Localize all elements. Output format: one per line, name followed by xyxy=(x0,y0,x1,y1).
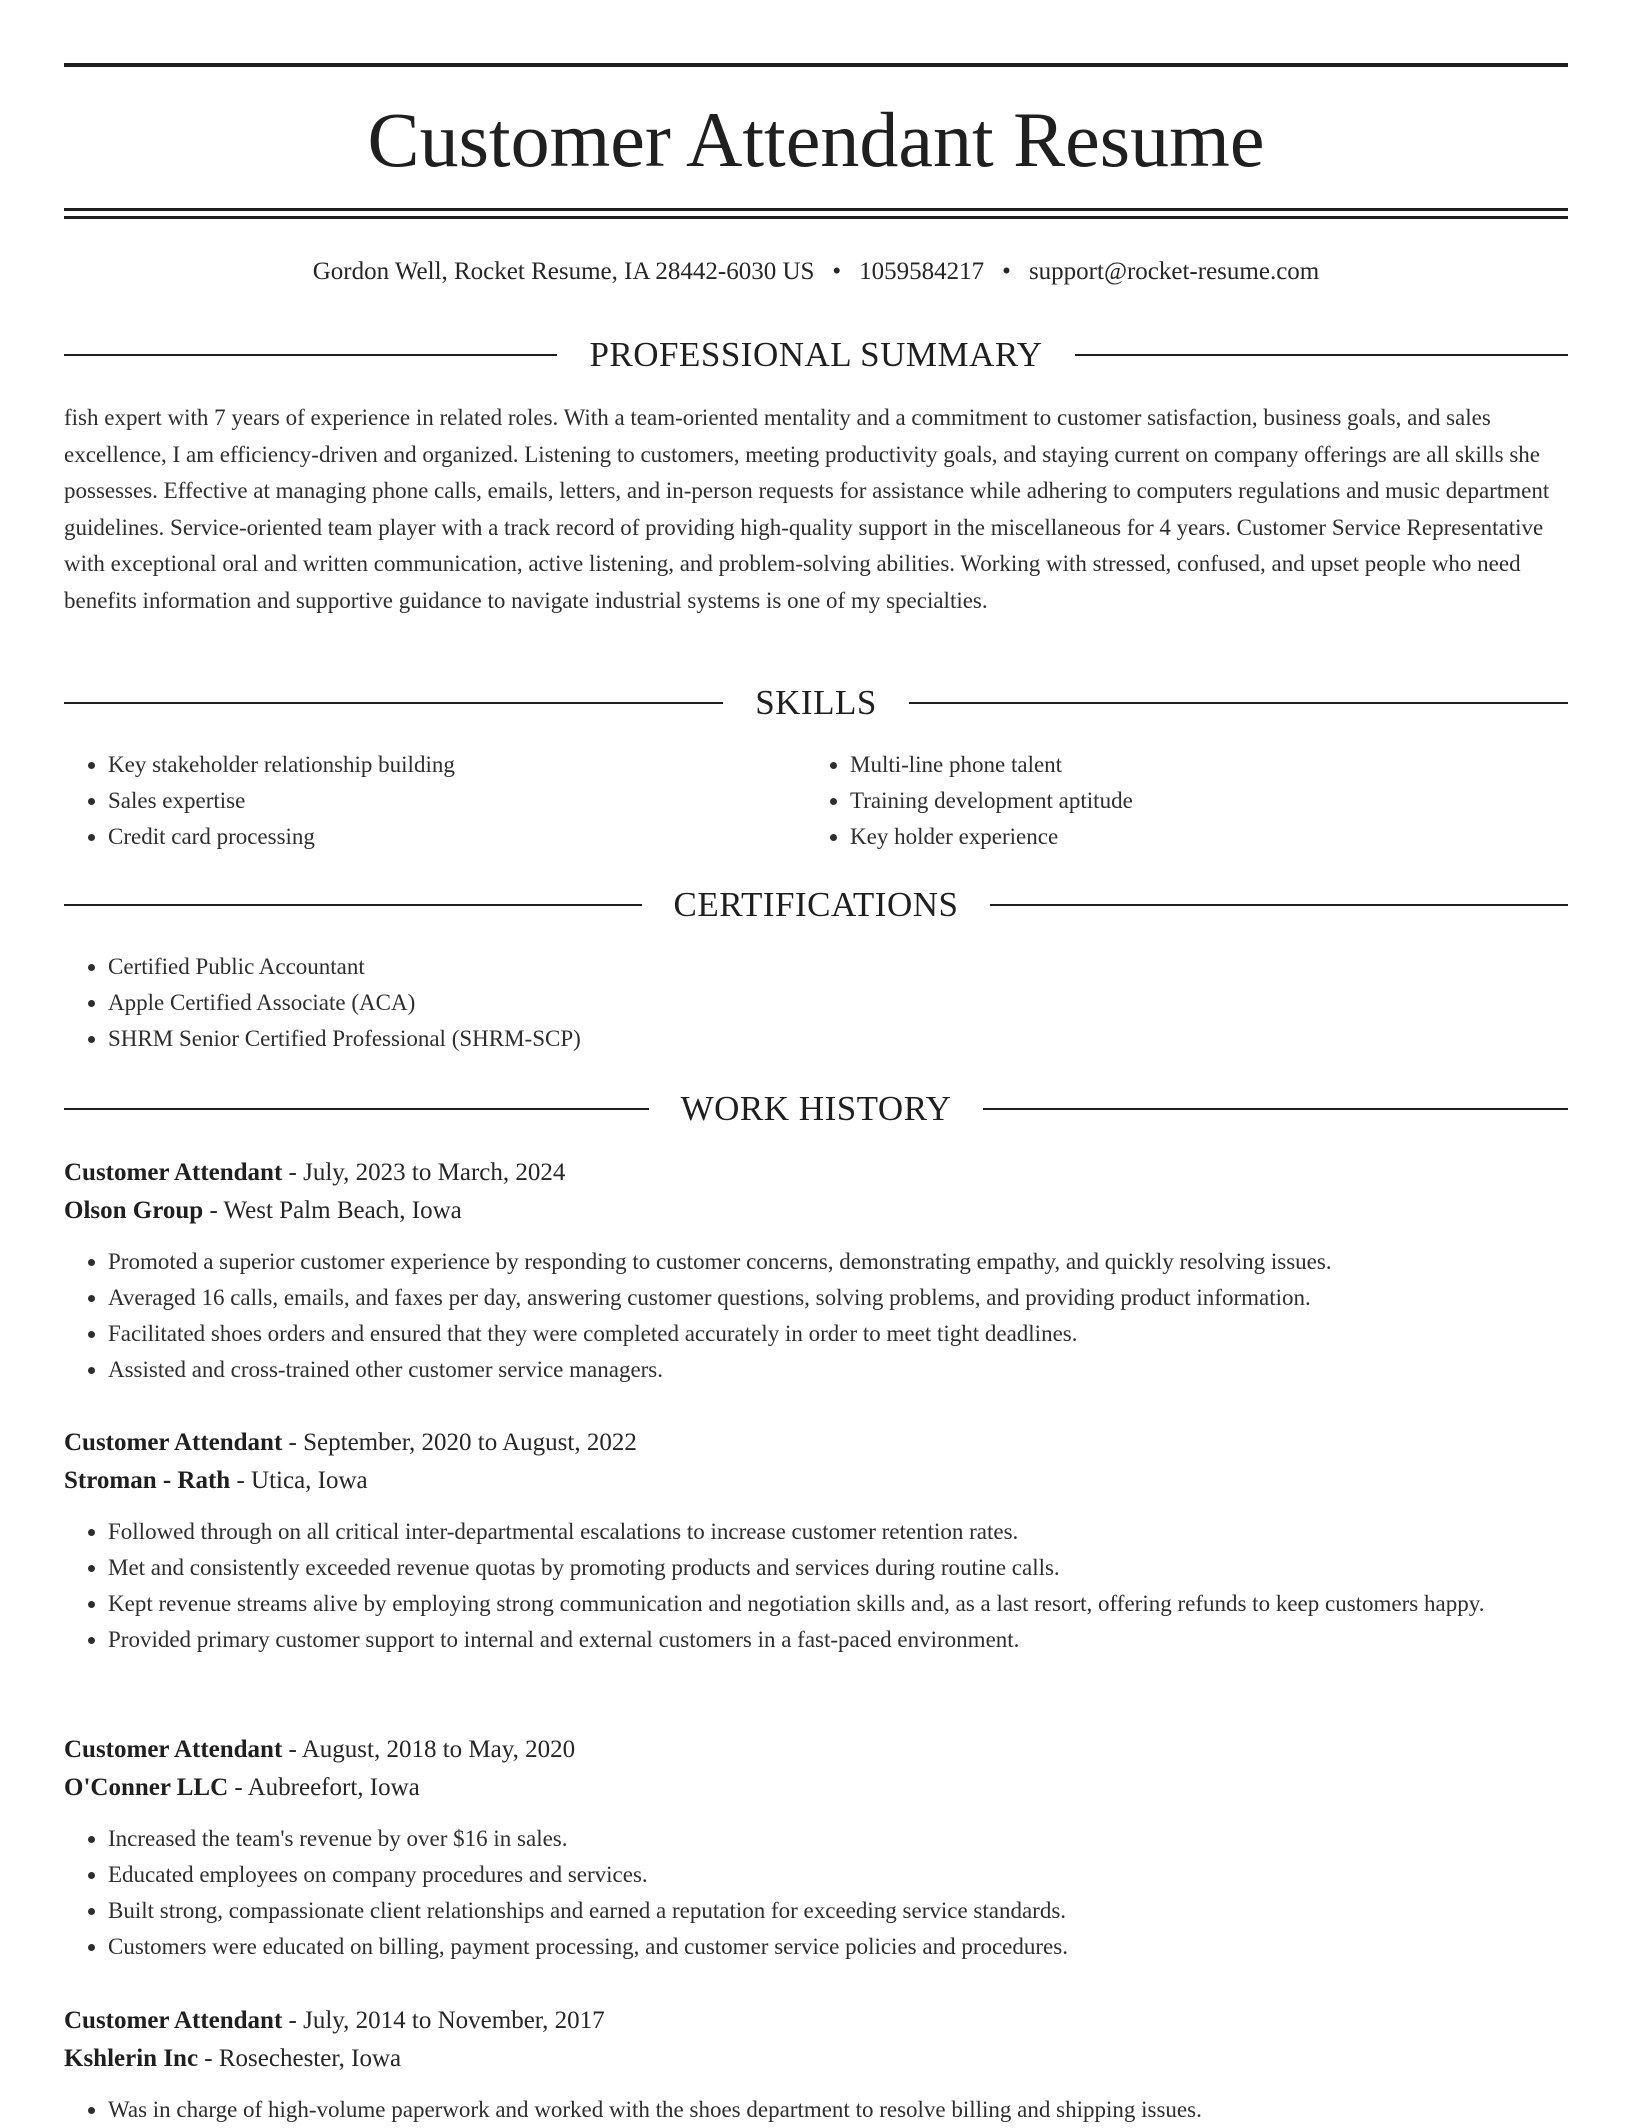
job-company: O'Conner LLC xyxy=(64,1774,229,1801)
job-location: - West Palm Beach, Iowa xyxy=(203,1197,462,1224)
section-title: SKILLS xyxy=(755,683,877,722)
job-dates: - September, 2020 to August, 2022 xyxy=(282,1429,637,1456)
job-bullet: • Assisted and cross-trained other customer service managers. xyxy=(108,1352,1568,1388)
heading-rule xyxy=(1075,354,1568,356)
job-bullet: • Averaged 16 calls, emails, and faxes per day, answering customer questions, solving problems, and providing product information. xyxy=(108,1280,1568,1316)
job-dates: - July, 2023 to March, 2024 xyxy=(282,1159,566,1186)
certification-item: • SHRM Senior Certified Professional (SHRM-SCP) xyxy=(108,1021,1568,1057)
job-role-line xyxy=(64,1154,1568,1192)
resume-title: Customer Attendant Resume xyxy=(367,96,1265,183)
job-bullet: • Educated employees on company procedures and services. xyxy=(108,1857,1568,1893)
contact-phone: 1059584217 xyxy=(859,258,985,285)
section-heading-certifications xyxy=(64,883,1568,927)
job-company-line xyxy=(64,1769,1568,1807)
job-entry xyxy=(64,2002,1568,2128)
job-role: Customer Attendant xyxy=(64,1159,283,1186)
certification-item: • Certified Public Accountant xyxy=(108,949,1568,985)
skill-item: • Sales expertise xyxy=(108,783,804,819)
title-double-rule xyxy=(64,208,1568,219)
job-bullet: • Kept revenue streams alive by employing strong communication and negotiation skills and, as a last resort, offering refunds to keep customers happy. xyxy=(108,1586,1568,1622)
section-heading-summary xyxy=(64,333,1568,377)
job-bullet: • Built strong, compassionate client relationships and earned a reputation for exceeding service standards. xyxy=(108,1893,1568,1929)
job-entry xyxy=(64,1154,1568,1388)
job-location: - Utica, Iowa xyxy=(230,1467,368,1494)
job-company: Olson Group xyxy=(64,1197,204,1224)
job-bullet: • Followed through on all critical inter-departmental escalations to increase customer retention rates. xyxy=(108,1514,1568,1550)
section-title: PROFESSIONAL SUMMARY xyxy=(589,335,1043,374)
job-role: Customer Attendant xyxy=(64,1736,283,1763)
summary-text: fish expert with 7 years of experience in related roles. With a team-oriented mentality and a commitment to customer satisfaction, business goals, and sales excellence, I am efficiency-driven and organized. Listening to customers, meeting productivity goals, and staying current on company offerings are all skills she possesses. Effective at managing phone calls, emails, letters, and in-person requests for assistance while adhering to computers regulations and music department guidelines. Service-oriented team player with a track record of providing high-quality support in the miscellaneous for 4 years. Customer Service Representative with exceptional oral and written communication, active listening, and problem-solving abilities. Working with stressed, confused, and upset people who need benefits information and supportive guidance to navigate industrial systems is one of my specialties. xyxy=(64,405,1550,613)
job-entry xyxy=(64,1731,1568,1965)
job-role-line xyxy=(64,1731,1568,1769)
skill-item: • Credit card processing xyxy=(108,819,804,855)
job-company-line xyxy=(64,1192,1568,1230)
job-dates: - July, 2014 to November, 2017 xyxy=(282,2007,605,2034)
heading-rule xyxy=(990,904,1568,906)
job-bullet: • Increased the team's revenue by over $16 in sales. xyxy=(108,1821,1568,1857)
skills-column-left xyxy=(64,747,804,855)
job-bullet: • Met and consistently exceeded revenue quotas by promoting products and services during routine calls. xyxy=(108,1550,1568,1586)
skill-item: • Key holder experience xyxy=(850,819,1546,855)
contact-email[interactable]: support@rocket-resume.com xyxy=(1028,258,1320,285)
skill-item: • Training development aptitude xyxy=(850,783,1546,819)
job-entry xyxy=(64,1424,1568,1658)
heading-rule xyxy=(983,1108,1568,1110)
job-bullet: • Was in charge of high-volume paperwork and worked with the shoes department to resolve billing and shipping issues. xyxy=(108,2092,1568,2128)
contact-separator: • xyxy=(1002,258,1011,285)
heading-rule xyxy=(64,354,557,356)
job-dates: - August, 2018 to May, 2020 xyxy=(282,1736,576,1763)
job-company-line xyxy=(64,2040,1568,2078)
contact-line xyxy=(64,254,1568,290)
heading-rule xyxy=(64,904,642,906)
job-bullet: • Facilitated shoes orders and ensured that they were completed accurately in order to meet tight deadlines. xyxy=(108,1316,1568,1352)
section-title: CERTIFICATIONS xyxy=(673,885,959,924)
job-role-line xyxy=(64,1424,1568,1462)
section-title: WORK HISTORY xyxy=(680,1089,952,1128)
job-bullet: • Provided primary customer support to internal and external customers in a fast-paced environment. xyxy=(108,1622,1568,1658)
section-heading-work-history xyxy=(64,1087,1568,1131)
section-heading-skills xyxy=(64,681,1568,725)
heading-rule xyxy=(909,702,1568,704)
skills-column-right xyxy=(806,747,1546,855)
job-location: - Rosechester, Iowa xyxy=(198,2045,402,2072)
skill-item: • Multi-line phone talent xyxy=(850,747,1546,783)
job-company-line xyxy=(64,1462,1568,1500)
job-location: - Aubreefort, Iowa xyxy=(228,1774,420,1801)
certifications-list xyxy=(64,949,1568,1057)
contact-separator: • xyxy=(832,258,842,285)
job-role: Customer Attendant xyxy=(64,1429,283,1456)
job-bullet: • Customers were educated on billing, payment processing, and customer service policies and procedures. xyxy=(108,1929,1568,1965)
job-role-line xyxy=(64,2002,1568,2040)
top-rule xyxy=(64,63,1568,67)
job-bullet: • Promoted a superior customer experience by responding to customer concerns, demonstrating empathy, and quickly resolving issues. xyxy=(108,1244,1568,1280)
job-role: Customer Attendant xyxy=(64,2007,283,2034)
job-company: Stroman - Rath xyxy=(64,1467,231,1494)
contact-address: Gordon Well, Rocket Resume, IA 28442-6030 US xyxy=(312,258,815,285)
certification-item: • Apple Certified Associate (ACA) xyxy=(108,985,1568,1021)
skill-item: • Key stakeholder relationship building xyxy=(108,747,804,783)
heading-rule xyxy=(64,1108,649,1110)
job-company: Kshlerin Inc xyxy=(64,2045,199,2072)
heading-rule xyxy=(64,702,723,704)
